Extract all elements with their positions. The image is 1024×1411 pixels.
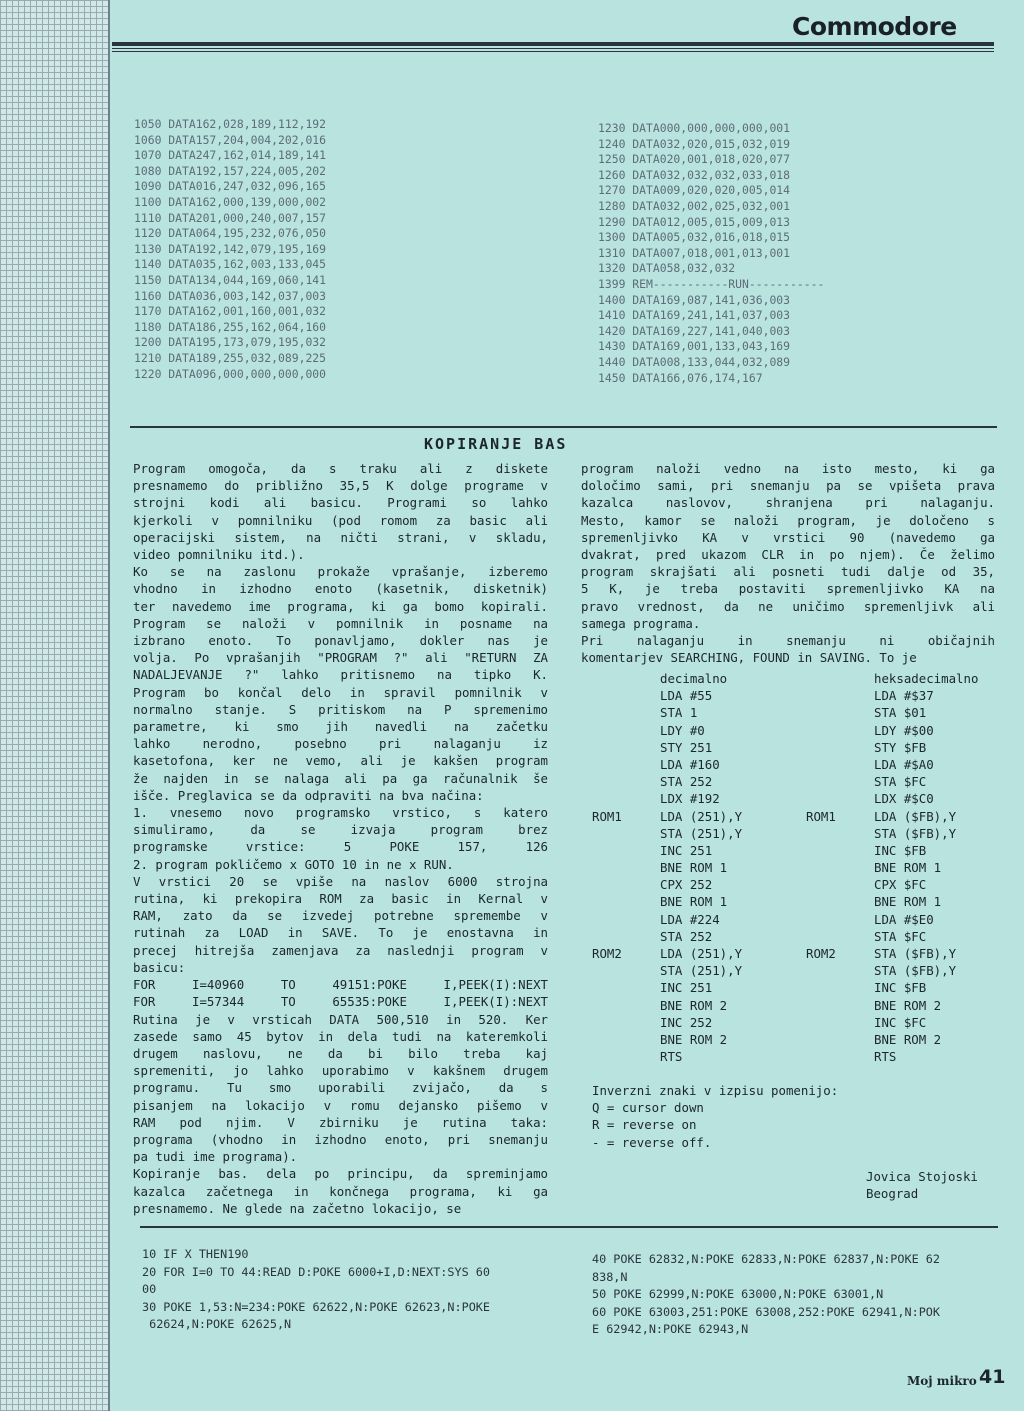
text-line: Pri nalaganju in snemanju ni običajnih (581, 633, 995, 649)
instr-dec: LDA #55 (660, 688, 713, 704)
text-line: 1399 REM-----------RUN----------- (598, 276, 825, 291)
label-dec: ROM1 (592, 808, 622, 824)
instr-hex: LDX #$C0 (874, 791, 934, 807)
instr-dec: BNE ROM 1 (660, 860, 728, 876)
text-line: programske vrstice: 5 POKE 157, 126 (133, 839, 548, 855)
assembler-row (592, 893, 1004, 910)
text-line: 40 POKE 62832,N:POKE 62833,N:POKE 62837,N:POKE 62 (592, 1252, 941, 1266)
text-line: 838,N (592, 1269, 628, 1284)
text-line: video pomnilniku itd.). (133, 547, 305, 563)
text-line: določimo sami, pri snemanju pa se vpišeta prava (581, 478, 995, 494)
text-line: volja. Po vprašanjih "PROGRAM ?" ali "RETURN ZA (133, 650, 548, 666)
text-line: Q = cursor down (592, 1100, 704, 1116)
label-dec (592, 1014, 660, 1031)
header-rule-thin (112, 48, 994, 49)
instr-hex: CPX $FC (874, 877, 927, 893)
label-dec (592, 876, 660, 893)
text-line: 1080 DATA192,157,224,005,202 (134, 163, 327, 178)
label-hex (806, 739, 874, 756)
text-line: 1310 DATA007,018,001,013,001 (598, 245, 791, 260)
label-hex (806, 893, 874, 910)
text-line: presnamemo. Ne glede na začetno lokacijo, se (133, 1200, 462, 1216)
text-line: Inverzni znaki v izpisu pomenijo: (592, 1083, 839, 1098)
page-number: 41 (979, 1366, 1006, 1388)
instr-dec: STA 252 (660, 774, 713, 790)
instr-dec: RTS (660, 1049, 683, 1065)
instr-hex: LDA #$A0 (874, 756, 934, 772)
label-dec (592, 962, 660, 979)
article-column-right (581, 460, 995, 666)
text-line: pravo vrednost, da ne uničimo spremenljivk ali (581, 598, 995, 614)
text-line: 1140 DATA035,162,003,133,045 (134, 257, 327, 272)
assembler-row (592, 739, 1004, 756)
article-column-left (133, 460, 548, 1217)
text-line: 1. vnesemo novo programsko vrstico, s katero (133, 805, 548, 821)
text-line: 1430 DATA169,001,133,043,169 (598, 339, 791, 354)
label-hex (806, 704, 874, 721)
text-line: zasede samo 45 bytov in dela tudi na kateremkoli (133, 1028, 548, 1044)
text-line: 1420 DATA169,227,141,040,003 (598, 323, 791, 338)
label-hex (806, 859, 874, 876)
text-line: 1130 DATA192,142,079,195,169 (134, 241, 327, 256)
author-signature (866, 1168, 978, 1202)
label-hex (806, 1031, 874, 1048)
text-line: 1210 DATA189,255,032,089,225 (134, 350, 327, 365)
label-hex (806, 997, 874, 1014)
label-dec (592, 842, 660, 859)
assembler-row (592, 911, 1004, 928)
text-line: drugem naslovu, ne da bi bilo treba kaj (133, 1045, 548, 1061)
instr-hex: INC $FB (874, 842, 927, 858)
inverse-chars-notes (592, 1082, 838, 1151)
label-hex: ROM2 (806, 946, 836, 961)
text-line: 50 POKE 62999,N:POKE 63000,N:POKE 63001,N (592, 1287, 884, 1301)
text-line: NADALJEVANJE ?" lahko pritisnemo na tipko K. (133, 667, 548, 683)
label-hex (806, 979, 874, 996)
instr-hex: STA ($FB),Y (874, 963, 957, 979)
text-line: Ko se na zaslonu prokaže vprašanje, izberemo (133, 564, 548, 580)
text-line: išče. Preglavica se da odpraviti na bva načina: (133, 787, 484, 803)
text-line: strojni kodi ali basicu. Programi so lahko (133, 495, 548, 511)
graph-paper-margin (0, 0, 110, 1411)
label-hex (806, 687, 874, 704)
text-line: V vrstici 20 se vpiše na naslov 6000 strojna (133, 873, 548, 889)
label-hex (806, 790, 874, 807)
text-line: 1180 DATA186,255,162,064,160 (134, 319, 327, 334)
text-line: precej hitrejša zamenjava za naslednji program v (133, 942, 548, 958)
assembler-row (592, 979, 1004, 996)
label-dec (592, 979, 660, 996)
instr-dec: LDA (251),Y (660, 808, 743, 824)
text-line: pisanjem na lokacijo v romu dejansko pišemo v (133, 1097, 548, 1113)
instr-dec: STA (251),Y (660, 825, 743, 841)
instr-dec: LDA #224 (660, 911, 720, 927)
text-line: normalno stanje. S pritiskom na P spremenimo (133, 701, 548, 717)
text-line: 1450 DATA166,076,174,167 (598, 370, 763, 385)
assembler-row (592, 1014, 1004, 1031)
text-line: presnamemo do približno 35,5 K dolge programe v (133, 478, 548, 494)
text-line: Program se naloži v pomnilnik in posname na (133, 615, 548, 631)
instr-hex: STA ($FB),Y (874, 825, 957, 841)
header-rule-thin-2 (112, 51, 994, 52)
assembler-row (592, 773, 1004, 790)
text-line: 00 (142, 1282, 157, 1296)
instr-dec: STA (251),Y (660, 963, 743, 979)
assembler-row (592, 790, 1004, 807)
label-hex (806, 962, 874, 979)
text-line: 1440 DATA008,133,044,032,089 (598, 354, 791, 369)
label-hex (806, 1048, 874, 1065)
text-line: RAM, zato da se izvedej potrebne spremembe v (133, 908, 548, 924)
header-rule (112, 42, 994, 46)
label-dec (592, 1048, 660, 1065)
assembler-row (592, 962, 1004, 979)
text-line: kazalca naslovov, shranjena pri nalaganju. (581, 495, 995, 511)
assembler-row (592, 825, 1004, 842)
text-line: 1250 DATA020,001,018,020,077 (598, 152, 791, 167)
assembler-row (592, 945, 1004, 962)
text-line: 1200 DATA195,173,079,195,032 (134, 335, 327, 350)
label-dec (592, 756, 660, 773)
text-line: Program bo končal delo in spravil pomnilnik v (133, 684, 548, 700)
text-line: 30 POKE 1,53:N=234:POKE 62622,N:POKE 62623,N:POKE (142, 1299, 491, 1314)
label-dec (592, 928, 660, 945)
text-line: programa (vhodno in izhodno enoto, pri snemanju (133, 1131, 548, 1147)
instr-hex: STA $01 (874, 705, 927, 721)
instr-dec: LDY #0 (660, 722, 705, 738)
label-dec (592, 859, 660, 876)
text-line: R = reverse on (592, 1117, 697, 1133)
instr-dec: BNE ROM 1 (660, 894, 728, 910)
text-line: 1060 DATA157,204,004,202,016 (134, 132, 327, 147)
text-line: spremenljivko KA v vrstici 90 (navedemo ga (581, 529, 995, 545)
text-line: program skrajšati ali posneti tudi dalje od 35, (581, 564, 995, 580)
text-line: Mesto, kamor se naloži program, je določeno s (581, 512, 995, 528)
text-line: 1270 DATA009,020,020,005,014 (598, 183, 791, 198)
assembler-row (592, 842, 1004, 859)
text-line: 1410 DATA169,241,141,037,003 (598, 308, 791, 323)
text-line: Beograd (866, 1186, 919, 1202)
text-line: FOR I=57344 TO 65535:POKE I,PEEK(I):NEXT (133, 994, 548, 1010)
assembler-row (592, 928, 1004, 945)
instr-dec: INC 252 (660, 1014, 713, 1030)
text-line: 1160 DATA036,003,142,037,003 (134, 288, 327, 303)
text-line: 1260 DATA032,032,032,033,018 (598, 167, 791, 182)
instr-dec: LDA (251),Y (660, 946, 743, 961)
assembler-row (592, 859, 1004, 876)
text-line: 1280 DATA032,002,025,032,001 (598, 198, 791, 213)
text-line: 1300 DATA005,032,016,018,015 (598, 230, 791, 245)
label-hex (806, 722, 874, 739)
instr-dec: LDA #160 (660, 756, 720, 772)
basic-code-left (142, 1246, 490, 1334)
text-line: samega programa. (581, 615, 701, 631)
instr-hex: STA $FC (874, 774, 927, 790)
text-line: 20 FOR I=0 TO 44:READ D:POKE 6000+I,D:NEXT:SYS 60 (142, 1264, 491, 1279)
assembler-row (592, 687, 1004, 704)
text-line: 1050 DATA162,028,189,112,192 (134, 117, 327, 131)
text-line: E 62942,N:POKE 62943,N (592, 1322, 749, 1336)
label-dec (592, 739, 660, 756)
text-line: 1400 DATA169,087,141,036,003 (598, 292, 791, 307)
basic-listing-right (598, 121, 824, 386)
assembler-row (592, 1048, 1004, 1065)
section-divider-top (130, 426, 997, 428)
text-line: 1070 DATA247,162,014,189,141 (134, 148, 327, 163)
assembler-row (592, 704, 1004, 721)
label-dec (592, 911, 660, 928)
basic-listing-left (134, 117, 326, 382)
text-line: kjerkoli v pomnilniku (pod romom za basic ali (133, 512, 548, 528)
instr-dec: BNE ROM 2 (660, 1031, 728, 1047)
label-dec (592, 997, 660, 1014)
label-dec (592, 893, 660, 910)
instr-dec: CPX 252 (660, 877, 713, 893)
label-hex (806, 825, 874, 842)
assembler-header: decimalno heksadecimalno (660, 671, 979, 686)
text-line: 5 K, je treba postaviti spremenljivko KA na (581, 581, 995, 597)
label-dec (592, 722, 660, 739)
text-line: 1170 DATA162,001,160,001,032 (134, 304, 327, 319)
text-line: 1150 DATA134,044,169,060,141 (134, 272, 327, 287)
text-line: 1110 DATA201,000,240,007,157 (134, 210, 327, 225)
basic-code-right (592, 1251, 940, 1339)
label-hex (806, 756, 874, 773)
text-line: kazalca začetnega in končnega programa, ki ga (133, 1183, 548, 1199)
text-line: kasetofona, ker ne vemo, ali je kakšen program (133, 753, 548, 769)
text-line: vhodno in izhodno enoto (kasetnik, disketnik) (133, 581, 548, 597)
assembler-row (592, 722, 1004, 739)
text-line: - = reverse off. (592, 1134, 712, 1150)
text-line: spremeniti, jo lahko uporabimo v kakšnem drugem (133, 1063, 548, 1079)
instr-hex: LDA ($FB),Y (874, 808, 957, 824)
text-line: RAM pod njim. V zbirniku je rutina taka: (133, 1114, 548, 1130)
text-line: Jovica Stojoski (866, 1169, 978, 1184)
instr-dec: STA 1 (660, 705, 698, 721)
text-line: program naloži vedno na isto mesto, ki ga (581, 461, 995, 476)
assembler-row (592, 756, 1004, 773)
label-dec (592, 687, 660, 704)
instr-hex: LDY #$00 (874, 722, 934, 738)
label-hex (806, 928, 874, 945)
label-dec (592, 704, 660, 721)
instr-hex: STY $FB (874, 739, 927, 755)
instr-dec: INC 251 (660, 980, 713, 996)
label-dec (592, 790, 660, 807)
text-line: basicu: (133, 959, 186, 975)
text-line: programu. Tu smo uporabili zvijačo, da s (133, 1080, 548, 1096)
text-line: FOR I=40960 TO 49151:POKE I,PEEK(I):NEXT (133, 977, 548, 993)
text-line: komentarjev SEARCHING, FOUND in SAVING. To je (581, 650, 917, 666)
instr-hex: BNE ROM 1 (874, 894, 942, 910)
text-line: 1290 DATA012,005,015,009,013 (598, 214, 791, 229)
instr-hex: BNE ROM 2 (874, 997, 942, 1013)
text-line: pa tudi ime programa). (133, 1149, 298, 1165)
text-line: rutina, ki prekopira ROM za basic in Kernal v (133, 891, 548, 907)
instr-hex: BNE ROM 2 (874, 1031, 942, 1047)
magazine-name: Moj mikro (907, 1374, 977, 1388)
text-line: 1220 DATA096,000,000,000,000 (134, 366, 327, 381)
instr-dec: BNE ROM 2 (660, 997, 728, 1013)
article-title: KOPIRANJE BAS (424, 435, 568, 453)
text-line: lahko nerodno, posebno pri nalaganju iz (133, 736, 548, 752)
instr-dec: LDX #192 (660, 791, 720, 807)
assembler-row (592, 876, 1004, 893)
brand-header: Commodore (792, 12, 957, 41)
instr-dec: INC 251 (660, 842, 713, 858)
label-dec (592, 825, 660, 842)
text-line: simuliramo, da se izvaja program brez (133, 822, 548, 838)
instr-hex: LDA #$37 (874, 688, 934, 704)
text-line: Program omogoča, da s traku ali z diskete (133, 461, 548, 476)
label-dec: ROM2 (592, 946, 622, 961)
text-line: rutinah za LOAD in SAVE. To je enostavna in (133, 925, 548, 941)
assembler-row (592, 997, 1004, 1014)
instr-dec: STY 251 (660, 739, 713, 755)
assembler-row (592, 808, 1004, 825)
text-line: 60 POKE 63003,251:POKE 63008,252:POKE 62941,N:POK (592, 1304, 941, 1319)
text-line: 1230 DATA000,000,000,000,001 (598, 121, 791, 135)
text-line: 1100 DATA162,000,139,000,002 (134, 194, 327, 209)
instr-hex: BNE ROM 1 (874, 860, 942, 876)
label-hex (806, 876, 874, 893)
instr-hex: STA $FC (874, 928, 927, 944)
text-line: dvakrat, pred ukazom CLR in po njem). Če želimo (581, 547, 995, 563)
text-line: 2. program pokličemo x GOTO 10 in ne x RUN. (133, 856, 454, 872)
assembler-row (592, 1031, 1004, 1048)
text-line: operacijski sistem, na ničti strani, v skladu, (133, 529, 548, 545)
instr-hex: INC $FB (874, 980, 927, 996)
instr-hex: LDA #$E0 (874, 911, 934, 927)
label-hex (806, 773, 874, 790)
instr-hex: STA ($FB),Y (874, 946, 957, 961)
text-line: 1320 DATA058,032,032 (598, 261, 736, 276)
text-line: ter navedemo ime programa, ki ga bomo kopirali. (133, 598, 548, 614)
text-line: že najden in se nalaga ali pa ga računalnik še (133, 770, 548, 786)
assembler-listing (592, 670, 1004, 1065)
label-hex: ROM1 (806, 808, 836, 824)
instr-hex: INC $FC (874, 1014, 927, 1030)
text-line: 1240 DATA032,020,015,032,019 (598, 136, 791, 151)
section-divider-bottom (140, 1226, 998, 1228)
text-line: Kopiranje bas. dela po principu, da spreminjamo (133, 1166, 548, 1182)
text-line: parametre, ki smo jih navedli na začetku (133, 719, 548, 735)
label-dec (592, 1031, 660, 1048)
label-hex (806, 1014, 874, 1031)
text-line: izbrano enoto. To ponavljamo, dokler nas je (133, 633, 548, 649)
text-line: 1090 DATA016,247,032,096,165 (134, 179, 327, 194)
text-line: 1120 DATA064,195,232,076,050 (134, 226, 327, 241)
label-hex (806, 911, 874, 928)
label-hex (806, 842, 874, 859)
instr-dec: STA 252 (660, 928, 713, 944)
text-line: Rutina je v vrsticah DATA 500,510 in 520. Ker (133, 1011, 548, 1027)
text-line: 62624,N:POKE 62625,N (142, 1317, 292, 1331)
label-dec (592, 773, 660, 790)
instr-hex: RTS (874, 1049, 897, 1065)
text-line: 10 IF X THEN190 (142, 1247, 249, 1261)
